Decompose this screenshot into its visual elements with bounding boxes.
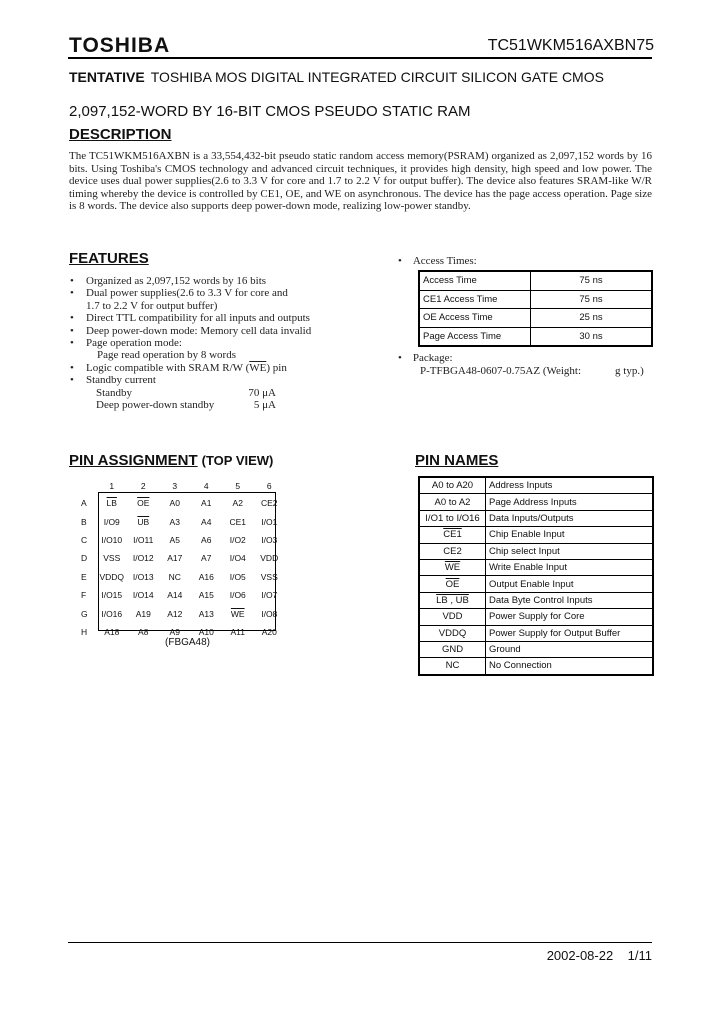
pin-cell: A19: [135, 608, 151, 619]
footer: [547, 948, 652, 963]
package-label-text: Package:: [412, 352, 453, 364]
table-cell: CE1 Access Time: [419, 290, 531, 309]
features-heading: FEATURES: [69, 250, 149, 267]
table-row: [419, 290, 652, 309]
pin-cell: NC: [168, 571, 181, 582]
tentative-label: TENTATIVE: [69, 69, 145, 85]
we-signal: $\overline{WE}$: [249, 361, 267, 374]
pin-cell: VDD: [260, 553, 279, 564]
pin-row: [80, 494, 285, 512]
pin-col-label: 3: [172, 481, 178, 491]
pin-desc-cell: Page Address Inputs: [486, 494, 654, 510]
pin-name-cell: LB , UB: [419, 592, 486, 608]
standby-row: [69, 387, 276, 399]
pin-cell: A17: [167, 553, 183, 564]
pin-cell: $\overline{WE}$: [230, 608, 245, 619]
features-list: [69, 275, 369, 411]
pin-row-label: C: [81, 534, 88, 545]
pin-row-label: G: [81, 608, 88, 619]
pin-col-label: 6: [266, 481, 272, 491]
tentative-line: [69, 69, 604, 85]
pin-cell: I/O12: [132, 553, 154, 564]
standby-row: [69, 399, 276, 411]
pin-assignment-title: PIN ASSIGNMENT: [69, 452, 198, 469]
pin-assignment-heading: [69, 452, 273, 470]
table-row: [419, 309, 652, 328]
pin-name-cell: NC: [419, 658, 486, 675]
pin-row: [80, 531, 285, 549]
tentative-text: TOSHIBA MOS DIGITAL INTEGRATED CIRCUIT SILICON GATE CMOS: [150, 69, 604, 85]
pin-name-cell: A0 to A20: [419, 477, 486, 494]
pin-cell: A12: [167, 608, 183, 619]
pin-col-label: 2: [140, 481, 146, 491]
pin-cell: I/O1: [261, 516, 278, 527]
pin-row: [80, 586, 285, 604]
pin-desc-cell: Ground: [486, 641, 654, 657]
access-times-table: [418, 270, 653, 347]
standby-value: 70 μA: [248, 386, 276, 399]
pin-desc-cell: Data Inputs/Outputs: [486, 510, 654, 526]
pin-cell: A8: [138, 626, 149, 637]
pin-cell: A16: [198, 571, 214, 582]
table-row: [419, 576, 653, 592]
pin-name-cell: $\overline{OE}$: [419, 576, 486, 592]
table-cell: 25 ns: [531, 309, 653, 328]
pin-cell: $\overline{UB}$: [137, 516, 150, 527]
feature-item: • Standby current: [69, 374, 369, 386]
table-cell: 75 ns: [531, 271, 653, 290]
pin-cell: A15: [198, 590, 214, 601]
pin-cell: A10: [198, 626, 214, 637]
feature-item: [69, 362, 369, 374]
pin-cell: CE2: [260, 498, 278, 509]
pin-name-cell: A0 to A2: [419, 494, 486, 510]
standby-label: Deep power-down standby: [96, 399, 215, 412]
access-times-text: Access Times:: [412, 255, 477, 267]
table-cell: Page Access Time: [419, 327, 531, 346]
feature-item: • Organized as 2,097,152 words by 16 bits: [69, 275, 369, 287]
pin-cell: I/O16: [101, 608, 123, 619]
pin-cell: A5: [169, 534, 180, 545]
table-row: [419, 625, 653, 641]
package-unit: g typ.): [615, 365, 644, 377]
table-cell: 75 ns: [531, 290, 653, 309]
pin-cell: A18: [104, 626, 120, 637]
pin-col-label: 5: [235, 481, 241, 491]
pin-cell: A3: [169, 516, 180, 527]
pin-cell: $\overline{OE}$: [137, 498, 150, 509]
table-cell: Access Time: [419, 271, 531, 290]
pin-cell: $\overline{LB}$: [106, 498, 117, 509]
pin-row: [80, 512, 285, 530]
pin-cell: A2: [232, 498, 243, 509]
header-rule: [68, 57, 652, 59]
toshiba-logo: TOSHIBA: [69, 34, 171, 57]
pin-cell: VDDQ: [99, 571, 125, 582]
footer-date: 2002-08-22: [546, 948, 614, 963]
pin-cell: A4: [201, 516, 212, 527]
corner-cell: [80, 478, 96, 494]
pin-cell: I/O14: [132, 590, 154, 601]
pin-cell: I/O2: [229, 534, 246, 545]
pin-desc-cell: Output Enable Input: [486, 576, 654, 592]
footer-rule: [68, 942, 652, 943]
page-number: 1/11: [627, 948, 652, 963]
pin-cell: A13: [198, 608, 214, 619]
pin-row-label: E: [81, 571, 87, 582]
table-cell: 30 ns: [531, 327, 653, 346]
package-name: P-TFBGA48-0607-0.75AZ (Weight:: [420, 365, 582, 377]
pin-cell: I/O11: [133, 534, 154, 545]
pin-col-label: 1: [109, 481, 115, 491]
package-text: [420, 365, 644, 377]
pin-cell: I/O7: [261, 590, 278, 601]
pin-name-cell: GND: [419, 641, 486, 657]
pin-cell: A9: [169, 626, 180, 637]
pin-name-cell: CE2: [419, 543, 486, 559]
feature-item: • Dual power supplies(2.6 to 3.3 V for core and: [69, 287, 369, 299]
page-title: 2,097,152-WORD BY 16-BIT CMOS PSEUDO STATIC RAM: [69, 103, 471, 120]
pin-cell: I/O10: [101, 534, 123, 545]
feature-text: ) pin: [266, 361, 287, 374]
pin-cell: I/O3: [261, 534, 278, 545]
access-times-label: • Access Times:: [398, 255, 477, 267]
table-row: [419, 592, 653, 608]
pin-cell: A20: [261, 626, 277, 637]
pin-name-cell: CE1: [419, 527, 486, 543]
pin-cell: A0: [169, 498, 180, 509]
pin-grid-header: [80, 478, 285, 494]
pin-row-label: D: [81, 553, 88, 564]
pin-cell: I/O9: [103, 516, 120, 527]
pin-desc-cell: Chip select Input: [486, 543, 654, 559]
pin-cell: I/O15: [101, 590, 123, 601]
package-label: • Package:: [398, 352, 453, 364]
pin-row-label: A: [81, 498, 87, 509]
pin-grid: [80, 478, 285, 641]
pin-cell: A11: [230, 626, 245, 637]
pin-cell: I/O6: [229, 590, 246, 601]
pin-row: [80, 549, 285, 567]
pin-cell: A14: [167, 590, 183, 601]
table-row: [419, 559, 653, 575]
description-text: The TC51WKM516AXBN is a 33,554,432-bit pseudo static random access memory(PSRAM) organized as 2,097,152 words by 16 bits. Using Toshiba's CMOS technology and advanced circuit techniques, it provides high density, high speed and low power. The device uses dual power supplies(2.6 to 3.3 V for core and 1.7 to 2.2 V for output buffer). The device also features SRAM-like W/R timing whereby the device is controlled by CE1, OE, and WE on asynchronous. The device has the page access operation. Page size is 8 words. The device also supports deep power-down mode, realizing low-power standby.: [69, 150, 652, 213]
pin-desc-cell: Chip Enable Input: [486, 527, 654, 543]
pin-desc-cell: Write Enable Input: [486, 559, 654, 575]
pin-cell: A7: [201, 553, 212, 564]
pin-names-heading: PIN NAMES: [415, 452, 499, 469]
table-row: [419, 527, 653, 543]
pin-cell: A1: [201, 498, 212, 509]
pin-cell: I/O4: [229, 553, 246, 564]
pin-row-label: H: [81, 626, 88, 637]
pin-row: [80, 568, 285, 586]
pin-row-label: B: [81, 516, 87, 527]
pin-desc-cell: Power Supply for Core: [486, 609, 654, 625]
pin-desc-cell: No Connection: [486, 658, 654, 675]
pin-assignment-view: (TOP VIEW): [201, 453, 274, 468]
table-row: [419, 327, 652, 346]
table-row: [419, 543, 653, 559]
pin-cell: CE1: [229, 516, 247, 527]
feature-item: • Deep power-down mode: Memory cell data invalid: [69, 325, 369, 337]
pin-desc-cell: Data Byte Control Inputs: [486, 592, 654, 608]
pin-cell: I/O5: [229, 571, 246, 582]
pin-col-label: 4: [203, 481, 209, 491]
table-row: [419, 494, 653, 510]
pin-desc-cell: Power Supply for Output Buffer: [486, 625, 654, 641]
standby-label: Standby: [96, 386, 133, 399]
feature-item: • Page operation mode:: [69, 337, 369, 349]
pin-names-table: [418, 476, 654, 676]
pin-cell: VSS: [103, 553, 121, 564]
table-row: [419, 658, 653, 675]
feature-item: 1.7 to 2.2 V for output buffer): [86, 299, 218, 312]
feature-item: Page read operation by 8 words: [97, 349, 236, 362]
package-type-label: (FBGA48): [165, 637, 211, 648]
table-row: [419, 510, 653, 526]
pin-name-cell: I/O1 to I/O16: [419, 510, 486, 526]
table-row: [419, 271, 652, 290]
pin-row: [80, 604, 285, 622]
table-row: [419, 609, 653, 625]
pin-cell: A6: [201, 534, 212, 545]
part-number: TC51WKM516AXBN75: [487, 37, 654, 54]
feature-item: • Direct TTL compatibility for all inputs and outputs: [69, 312, 369, 324]
pin-name-cell: VDD: [419, 609, 486, 625]
pin-cell: I/O13: [132, 571, 154, 582]
pin-cell: I/O8: [261, 608, 278, 619]
pin-name-cell: $\overline{WE}$: [419, 559, 486, 575]
table-cell: OE Access Time: [419, 309, 531, 328]
pin-row-label: F: [81, 590, 87, 601]
table-row: [419, 641, 653, 657]
table-row: [419, 477, 653, 494]
pin-desc-cell: Address Inputs: [486, 477, 654, 494]
pin-cell: VSS: [260, 571, 278, 582]
standby-value: 5 μA: [253, 399, 276, 412]
pin-name-cell: VDDQ: [419, 625, 486, 641]
description-heading: DESCRIPTION: [69, 126, 172, 143]
feature-text: Logic compatible with SRAM R/W (: [86, 361, 250, 374]
